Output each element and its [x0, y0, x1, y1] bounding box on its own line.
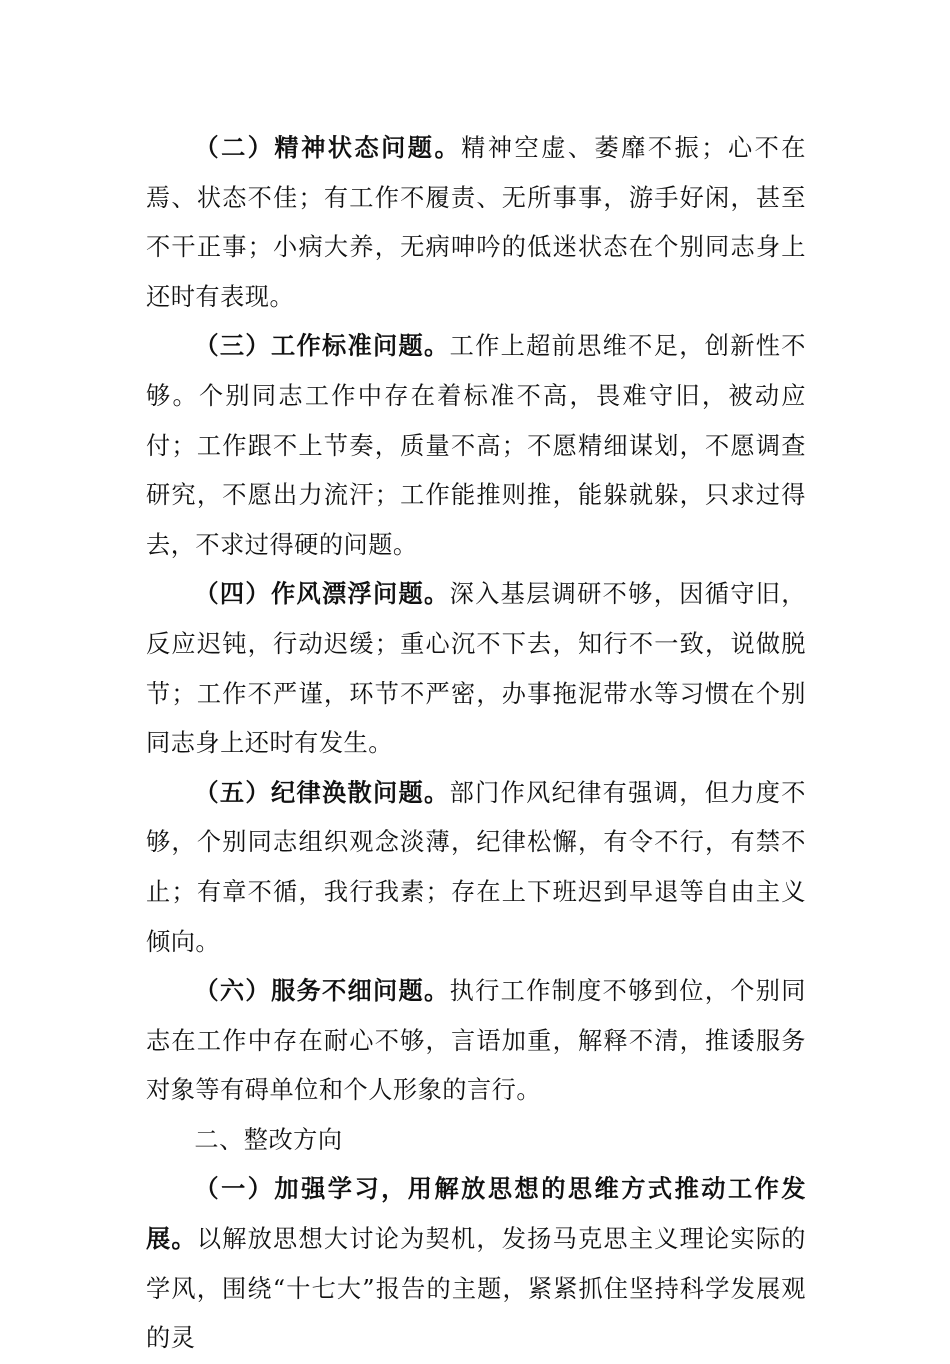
paragraph-text: 执行工作制度不够到位，个别同志在工作中存在耐心不够，言语加重，解释不清，推诿服务对象等有碍单位和个人形象的言行。 — [146, 977, 806, 1105]
paragraph-text: 工作上超前思维不足，创新性不够。个别同志工作中存在着标准不高，畏难守旧，被动应付；工作跟不上节奏，质量不高；不愿精细谋划，不愿调查研究，不愿出力流汗；工作能推则推，能躲就躲，只求过得去，不求过得硬的问题。 — [146, 332, 806, 559]
paragraph-heading: （三）工作标准问题。 — [194, 332, 450, 361]
document-body — [146, 124, 806, 1364]
paragraph-heading: （五）纪律涣散问题。 — [194, 778, 450, 807]
section-heading: 二、整改方向 — [194, 1125, 343, 1154]
paragraph-service — [146, 967, 806, 1116]
paragraph-work-standard — [146, 322, 806, 570]
paragraph-text: 精神空虚、萎靡不振；心不在焉、状态不佳；有工作不履责、无所事事，游手好闲，甚至不干正事；小病大养，无病呻吟的低迷状态在个别同志身上还时有表现。 — [146, 134, 806, 311]
paragraph-work-style — [146, 570, 806, 768]
paragraph-discipline — [146, 769, 806, 967]
paragraph-heading: （二）精神状态问题。 — [194, 134, 462, 162]
paragraph-text: 部门作风纪律有强调，但力度不够，个别同志组织观念淡薄，纪律松懈，有令不行，有禁不止；有章不循，我行我素；存在上下班迟到早退等自由主义倾向。 — [146, 778, 806, 956]
paragraph-heading: （一）加强学习，用解放思想的思维方式推动工作发展。 — [146, 1175, 806, 1254]
paragraph-spirit-state — [146, 124, 806, 322]
paragraph-strengthen-study — [146, 1165, 806, 1363]
paragraph-text: 以解放思想大讨论为契机，发扬马克思主义理论实际的学风，围绕“十七大”报告的主题，紧紧抓住坚持科学发展观的灵 — [146, 1225, 806, 1353]
paragraph-text: 深入基层调研不够，因循守旧，反应迟钝，行动迟缓；重心沉不下去，知行不一致，说做脱节；工作不严谨，环节不严密，办事拖泥带水等习惯在个别同志身上还时有发生。 — [146, 580, 806, 758]
paragraph-heading: （六）服务不细问题。 — [194, 977, 450, 1006]
paragraph-heading: （四）作风漂浮问题。 — [194, 580, 450, 609]
